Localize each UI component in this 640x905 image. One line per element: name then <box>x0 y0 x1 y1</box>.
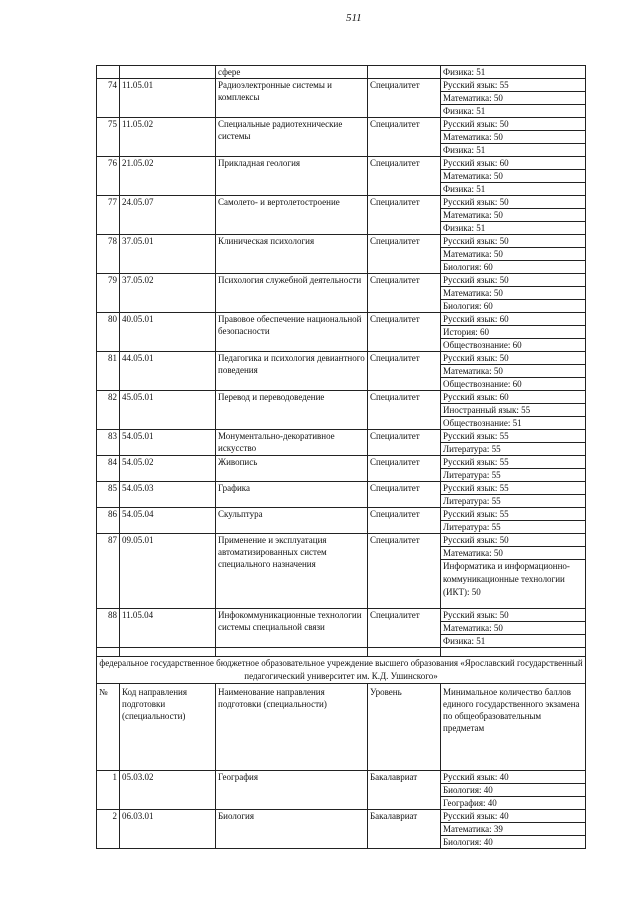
section-row <box>97 657 586 684</box>
admission-scores-table <box>96 65 586 849</box>
row-number: 88 <box>97 609 120 648</box>
row-name: Правовое обеспечение национальной безопасности <box>216 313 368 352</box>
row-code: 09.05.01 <box>120 534 216 609</box>
row-name: Биология <box>216 810 368 849</box>
table-row <box>97 430 586 443</box>
row-code: 24.05.07 <box>120 196 216 235</box>
row-name: Прикладная геология <box>216 157 368 196</box>
row-subject-score: Русский язык: 50 <box>441 534 586 547</box>
row-subject-score: Обществознание: 60 <box>441 339 586 352</box>
header-row <box>97 684 586 771</box>
row-level <box>368 66 441 79</box>
page-number: 511 <box>346 12 362 24</box>
row-name: Применение и эксплуатация автоматизированных систем специального назначения <box>216 534 368 609</box>
row-code: 11.05.02 <box>120 118 216 157</box>
row-subject-score: Биология: 60 <box>441 261 586 274</box>
row-number: 1 <box>97 771 120 810</box>
row-subject-score: Обществознание: 60 <box>441 378 586 391</box>
table-row <box>97 508 586 521</box>
row-code: 54.05.02 <box>120 456 216 482</box>
row-code: 05.03.02 <box>120 771 216 810</box>
row-number: 85 <box>97 482 120 508</box>
table-row <box>97 609 586 622</box>
row-subject-score: История: 60 <box>441 326 586 339</box>
row-number: 2 <box>97 810 120 849</box>
row-level: Специалитет <box>368 352 441 391</box>
row-number: 76 <box>97 157 120 196</box>
row-subject-score: Математика: 50 <box>441 622 586 635</box>
row-level: Специалитет <box>368 482 441 508</box>
row-code: 54.05.03 <box>120 482 216 508</box>
row-code: 40.05.01 <box>120 313 216 352</box>
row-code: 37.05.01 <box>120 235 216 274</box>
row-name: Графика <box>216 482 368 508</box>
row-subject-score: Математика: 50 <box>441 209 586 222</box>
row-number: 86 <box>97 508 120 534</box>
row-name: Монументально-декоративное искусство <box>216 430 368 456</box>
row-subject-score: Русский язык: 55 <box>441 508 586 521</box>
row-subject-score: Информатика и информационно-коммуникационные технологии (ИКТ): 50 <box>441 560 586 609</box>
row-subject-score: Иностранный язык: 55 <box>441 404 586 417</box>
row-subject-score: Биология: 40 <box>441 784 586 797</box>
row-subject-score: Русский язык: 60 <box>441 391 586 404</box>
row-name: Перевод и переводоведение <box>216 391 368 430</box>
row-subject-score: Физика: 51 <box>441 635 586 648</box>
row-subject-score: Биология: 60 <box>441 300 586 313</box>
row-subject-score: Русский язык: 60 <box>441 157 586 170</box>
header-subjects: Минимальное количество баллов единого государственного экзамена по общеобразовательным предметам <box>441 684 586 771</box>
row-subject-score: Русский язык: 55 <box>441 430 586 443</box>
row-code: 06.03.01 <box>120 810 216 849</box>
row-code: 54.05.01 <box>120 430 216 456</box>
row-level: Специалитет <box>368 235 441 274</box>
row-name: География <box>216 771 368 810</box>
table-row <box>97 391 586 404</box>
row-subject-score: Русский язык: 40 <box>441 771 586 784</box>
row-subject-score: Математика: 50 <box>441 287 586 300</box>
table-row <box>97 79 586 92</box>
header-level: Уровень <box>368 684 441 771</box>
row-subject-score: Биология: 40 <box>441 836 586 849</box>
row-subject-score: Математика: 50 <box>441 170 586 183</box>
header-name: Наименование направления подготовки (специальности) <box>216 684 368 771</box>
table-row <box>97 534 586 547</box>
header-num: № <box>97 684 120 771</box>
row-number: 78 <box>97 235 120 274</box>
row-code: 37.05.02 <box>120 274 216 313</box>
row-subject-score: Русский язык: 60 <box>441 313 586 326</box>
row-number: 79 <box>97 274 120 313</box>
table-row <box>97 810 586 823</box>
header-code: Код направления подготовки (специальности) <box>120 684 216 771</box>
row-number: 74 <box>97 79 120 118</box>
row-subject-score: Математика: 50 <box>441 131 586 144</box>
row-subject-score: Математика: 50 <box>441 92 586 105</box>
row-name: Клиническая психология <box>216 235 368 274</box>
row-level: Специалитет <box>368 609 441 648</box>
row-subject-score: Русский язык: 55 <box>441 79 586 92</box>
table-row <box>97 482 586 495</box>
row-subject-score: Обществознание: 51 <box>441 417 586 430</box>
row-subject-score: Физика: 51 <box>441 144 586 157</box>
row-subject-score: Русский язык: 40 <box>441 810 586 823</box>
row-level: Специалитет <box>368 534 441 609</box>
row-subject-score: Литература: 55 <box>441 521 586 534</box>
row-subject-score: Математика: 50 <box>441 365 586 378</box>
row-code: 11.05.01 <box>120 79 216 118</box>
row-number: 83 <box>97 430 120 456</box>
row-number: 75 <box>97 118 120 157</box>
row-name: сфере <box>216 66 368 79</box>
row-subject-score: Физика: 51 <box>441 183 586 196</box>
row-name: Скульптура <box>216 508 368 534</box>
row-subject-score: Математика: 50 <box>441 547 586 560</box>
row-subject-score: Русский язык: 50 <box>441 609 586 622</box>
row-subject-score: Литература: 55 <box>441 469 586 482</box>
row-subject-score: Математика: 50 <box>441 248 586 261</box>
table-row <box>97 352 586 365</box>
table-row <box>97 274 586 287</box>
row-subject-score: Литература: 55 <box>441 495 586 508</box>
table-row <box>97 313 586 326</box>
row-level: Бакалавриат <box>368 771 441 810</box>
row-subject-score: Русский язык: 50 <box>441 352 586 365</box>
table-row <box>97 157 586 170</box>
row-number: 81 <box>97 352 120 391</box>
row-name: Психология служебной деятельности <box>216 274 368 313</box>
row-code: 11.05.04 <box>120 609 216 648</box>
row-name: Инфокоммуникационные технологии системы специальной связи <box>216 609 368 648</box>
row-subject-score: Русский язык: 50 <box>441 118 586 131</box>
table-row <box>97 118 586 131</box>
row-code: 44.05.01 <box>120 352 216 391</box>
row-subject-score: География: 40 <box>441 797 586 810</box>
row-code: 54.05.04 <box>120 508 216 534</box>
row-name: Живопись <box>216 456 368 482</box>
row-subject-score: Русский язык: 50 <box>441 274 586 287</box>
row-name: Специальные радиотехнические системы <box>216 118 368 157</box>
row-number: 84 <box>97 456 120 482</box>
section-title: федеральное государственное бюджетное образовательное учреждение высшего образования «Ярославский государственный педагогический университет им. К.Д. Ушинского» <box>97 657 586 684</box>
row-subject-score: Физика: 51 <box>441 66 586 79</box>
separator-row <box>97 648 586 657</box>
row-level: Бакалавриат <box>368 810 441 849</box>
row-level: Специалитет <box>368 274 441 313</box>
table-row <box>97 456 586 469</box>
row-subject-score: Русский язык: 55 <box>441 456 586 469</box>
row-level: Специалитет <box>368 118 441 157</box>
row-subject-score: Физика: 51 <box>441 105 586 118</box>
row-subject-score: Математика: 39 <box>441 823 586 836</box>
row-number: 87 <box>97 534 120 609</box>
row-name: Самолето- и вертолетостроение <box>216 196 368 235</box>
row-number: 82 <box>97 391 120 430</box>
row-level: Специалитет <box>368 196 441 235</box>
row-number: 80 <box>97 313 120 352</box>
row-level: Специалитет <box>368 391 441 430</box>
row-name: Педагогика и психология девиантного поведения <box>216 352 368 391</box>
row-level: Специалитет <box>368 456 441 482</box>
row-subject-score: Русский язык: 50 <box>441 196 586 209</box>
table-row <box>97 66 586 79</box>
row-subject-score: Русский язык: 50 <box>441 235 586 248</box>
row-number <box>97 66 120 79</box>
table-row <box>97 196 586 209</box>
row-level: Специалитет <box>368 157 441 196</box>
row-level: Специалитет <box>368 313 441 352</box>
table-row <box>97 771 586 784</box>
table-row <box>97 235 586 248</box>
row-number: 77 <box>97 196 120 235</box>
row-subject-score: Литература: 55 <box>441 443 586 456</box>
table-body-lower <box>97 771 586 849</box>
table-body-upper <box>97 66 586 648</box>
row-name: Радиоэлектронные системы и комплексы <box>216 79 368 118</box>
table-body-section <box>97 648 586 771</box>
row-subject-score: Русский язык: 55 <box>441 482 586 495</box>
row-level: Специалитет <box>368 79 441 118</box>
row-code: 45.05.01 <box>120 391 216 430</box>
row-subject-score: Физика: 51 <box>441 222 586 235</box>
row-level: Специалитет <box>368 508 441 534</box>
row-code: 21.05.02 <box>120 157 216 196</box>
row-level: Специалитет <box>368 430 441 456</box>
row-code <box>120 66 216 79</box>
